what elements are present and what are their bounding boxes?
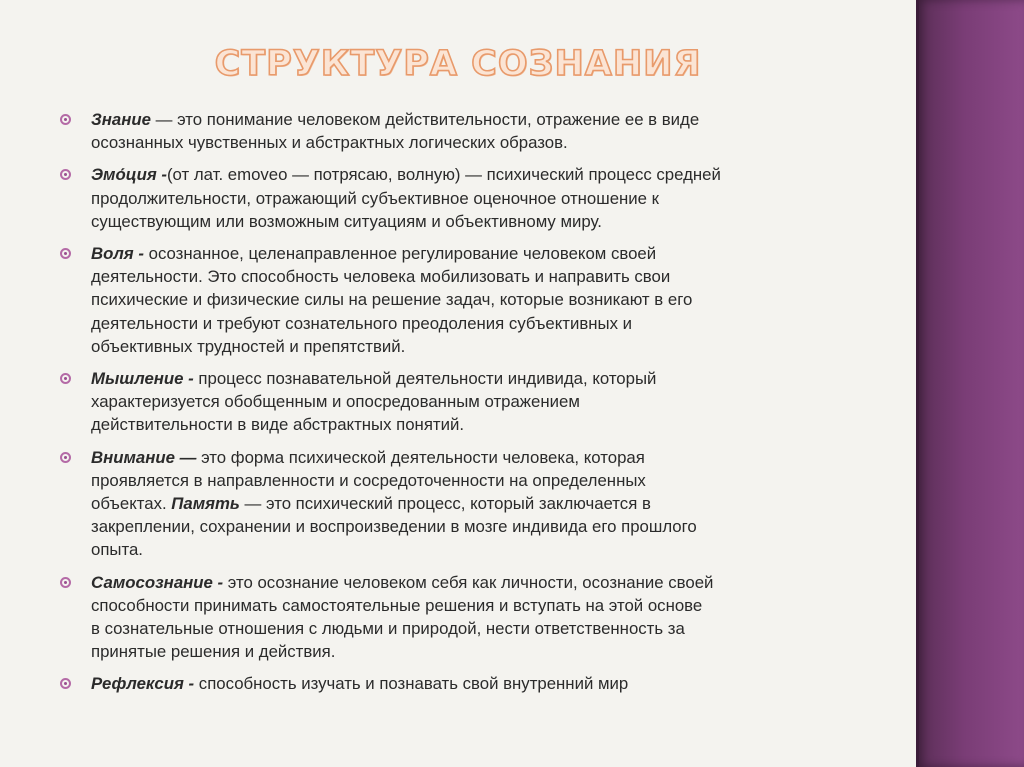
item-line: продолжительности, отражающий субъективное оценочное отношение к [91, 188, 660, 208]
item-text: способность изучать и познавать свой внутренний мир [194, 674, 629, 694]
bullet-icon [60, 169, 71, 180]
term-reflection: Рефлексия - [91, 674, 195, 694]
item-line [91, 672, 858, 695]
decorative-side-band [916, 0, 1024, 767]
list-item-attention [58, 446, 858, 562]
term-emotion: Эмо́ция [91, 165, 157, 185]
list-item-self-awareness [58, 571, 858, 664]
term-knowledge: Знание [91, 110, 151, 129]
term-attention: Внимание — [91, 447, 197, 467]
item-line: действительности в виде абстрактных понятий. [91, 415, 465, 435]
item-line [91, 367, 858, 390]
bullet-icon [60, 452, 71, 463]
item-line: психические и физические силы на решение задач, которые возникают в его [91, 290, 693, 310]
list-item-knowledge [58, 108, 858, 154]
item-text: осознанное, целенаправленное регулирование человеком своей [143, 244, 657, 264]
bullet-icon [60, 678, 71, 689]
item-line: принятые решения и действия. [91, 642, 336, 662]
item-text: — это психический процесс, который заключается в [239, 494, 651, 514]
item-text: это форма психической деятельности человека, которая [196, 447, 645, 467]
term-thinking: Мышление - [91, 369, 194, 389]
term-will: Воля - [91, 244, 144, 264]
item-line [91, 446, 858, 469]
bullet-icon [60, 577, 71, 588]
item-line: осознанных чувственных и абстрактных логических образов. [91, 133, 568, 153]
bullet-icon [60, 114, 71, 125]
item-line: закреплении, сохранении и воспроизведении в мозге индивида его прошлого [91, 517, 697, 537]
item-line: деятельности и требуют сознательного преодоления субъективных и [91, 313, 633, 333]
item-text: это осознание человеком себя как личности, осознание своей [223, 572, 714, 592]
term-suffix: - [156, 165, 167, 185]
item-line: деятельности. Это способность человека мобилизовать и направить свои [91, 267, 671, 287]
item-line [91, 108, 858, 131]
list-item-emotion [58, 163, 858, 233]
bullet-icon [60, 248, 71, 259]
item-line: в сознательные отношения с людьми и природой, нести ответственность за [91, 619, 685, 639]
bullet-icon [60, 373, 71, 384]
item-line: способности принимать самостоятельные решения и вступать на этой основе [91, 595, 703, 615]
item-line [91, 163, 858, 186]
item-line: характеризуется обобщенным и опосредованным отражением [91, 392, 580, 412]
term-memory: Память [171, 494, 240, 514]
item-line: проявляется в направленности и сосредоточенности на определенных [91, 470, 646, 490]
slide-title: СТРУКТУРА СОЗНАНИЯ [214, 44, 702, 84]
item-line [91, 571, 858, 594]
term-self-awareness: Самосознание - [91, 572, 224, 592]
item-text: объектах. [91, 494, 172, 514]
list-item-reflection [58, 672, 858, 695]
item-text: процесс познавательной деятельности индивида, который [193, 369, 657, 389]
item-line [91, 492, 858, 515]
definition-list [58, 108, 858, 705]
side-band-edge [916, 0, 919, 767]
item-text: (от лат. emoveo — потрясаю, волную) — психический процесс средней [166, 165, 721, 185]
item-line: объективных трудностей и препятствий. [91, 336, 406, 356]
item-text: — это понимание человеком действительности, отражение ее в виде [150, 110, 700, 129]
item-line [91, 242, 858, 265]
item-line: опыта. [91, 540, 143, 560]
list-item-will [58, 242, 858, 358]
item-line: существующим или возможным ситуациям и объективному миру. [91, 211, 602, 231]
list-item-thinking [58, 367, 858, 437]
